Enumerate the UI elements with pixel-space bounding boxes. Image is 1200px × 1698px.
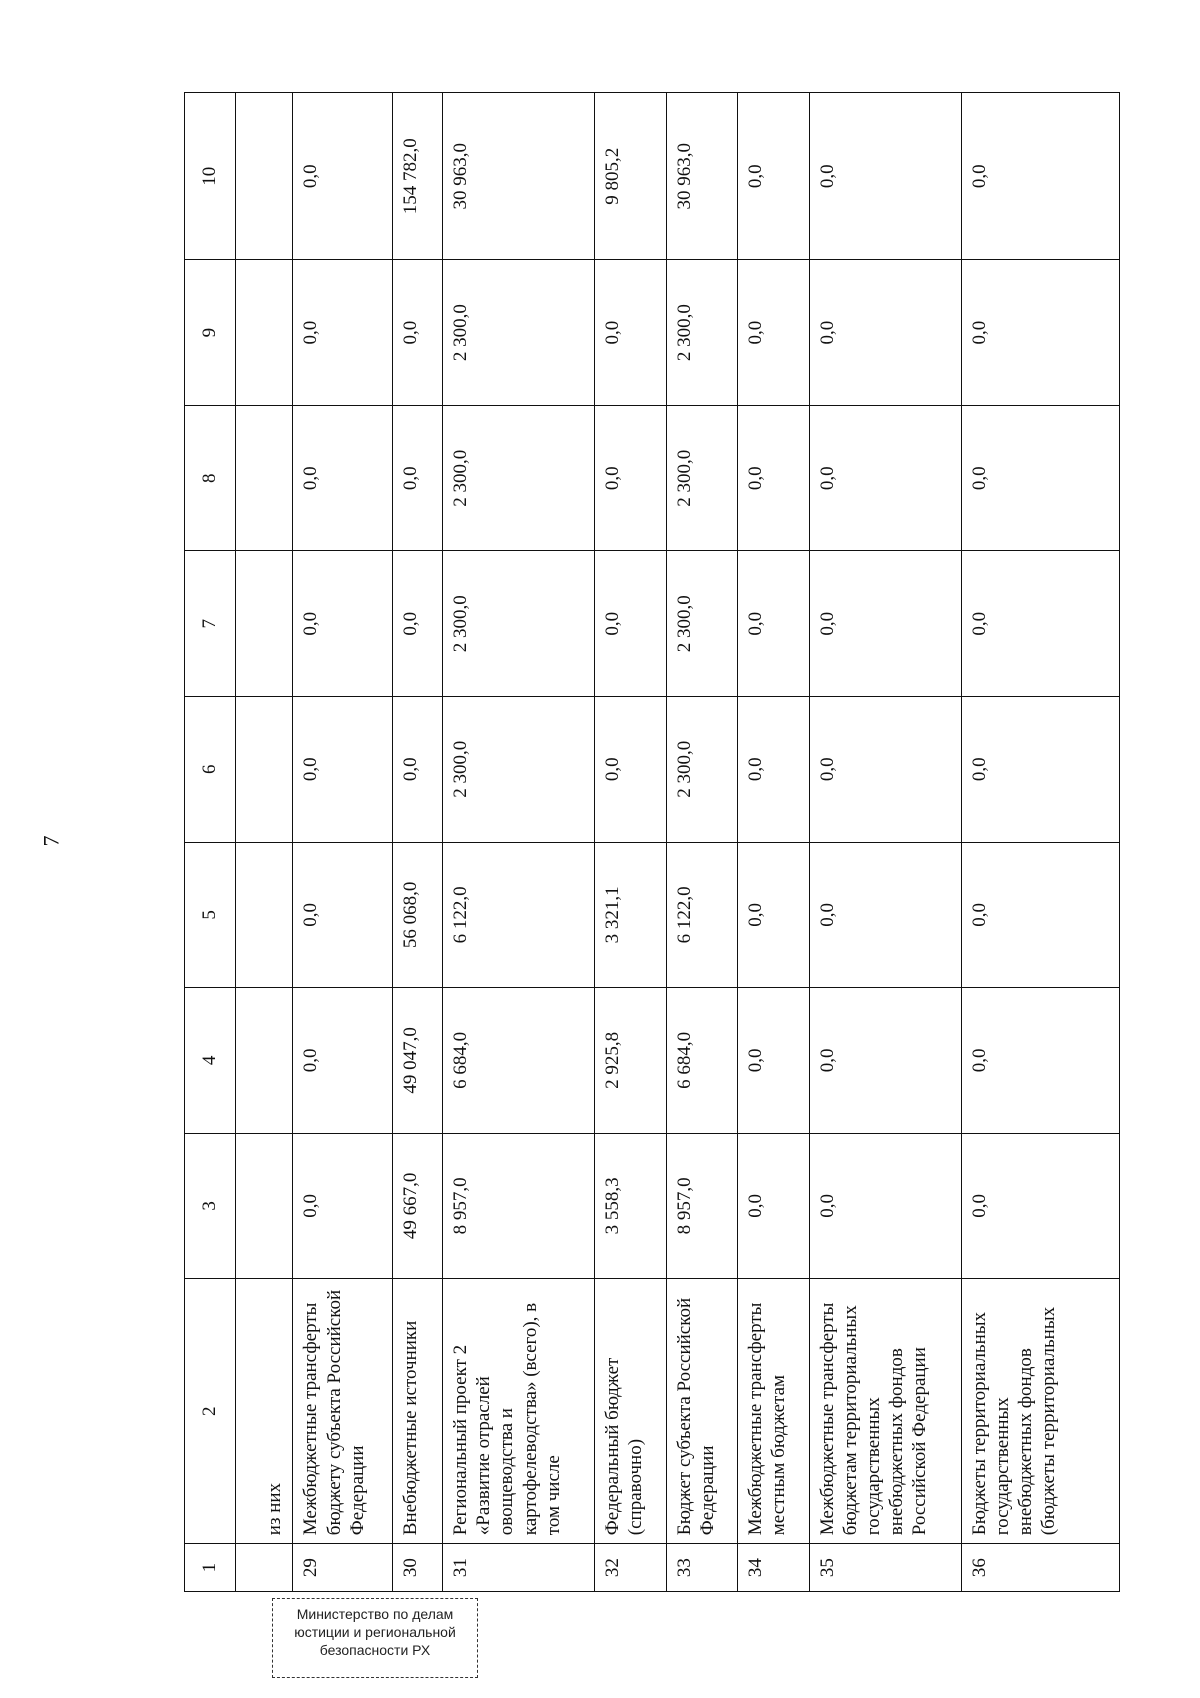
column-header: 5 bbox=[185, 842, 236, 988]
value-cell: 6 122,0 bbox=[666, 842, 738, 988]
budget-table-container bbox=[184, 92, 1120, 1592]
value-cell: 0,0 bbox=[961, 260, 1119, 406]
table-row bbox=[666, 93, 738, 1592]
value-cell: 0,0 bbox=[961, 551, 1119, 697]
value-cell: 0,0 bbox=[961, 405, 1119, 551]
subheader-label: из них bbox=[235, 1279, 292, 1544]
table-subheader-row bbox=[235, 93, 292, 1592]
row-name: Межбюджетные трансферты бюджетам территориальных государственных внебюджетных фондов Российской Федерации bbox=[809, 1279, 961, 1544]
value-cell: 0,0 bbox=[961, 842, 1119, 988]
value-cell: 0,0 bbox=[738, 842, 810, 988]
value-cell: 2 300,0 bbox=[666, 551, 738, 697]
row-number: 29 bbox=[293, 1544, 393, 1592]
value-cell: 2 925,8 bbox=[594, 988, 666, 1134]
value-cell: 49 047,0 bbox=[393, 988, 443, 1134]
value-cell: 0,0 bbox=[738, 405, 810, 551]
value-cell: 0,0 bbox=[961, 988, 1119, 1134]
value-cell: 2 300,0 bbox=[666, 405, 738, 551]
value-cell: 0,0 bbox=[961, 93, 1119, 260]
empty-cell bbox=[235, 1133, 292, 1279]
table-row bbox=[293, 93, 393, 1592]
value-cell: 0,0 bbox=[594, 260, 666, 406]
value-cell: 0,0 bbox=[293, 260, 393, 406]
stamp-line: Министерство по делам bbox=[296, 1606, 454, 1622]
value-cell: 0,0 bbox=[809, 1133, 961, 1279]
empty-cell bbox=[235, 551, 292, 697]
value-cell: 56 068,0 bbox=[393, 842, 443, 988]
value-cell: 8 957,0 bbox=[666, 1133, 738, 1279]
column-header: 6 bbox=[185, 697, 236, 843]
value-cell: 0,0 bbox=[594, 405, 666, 551]
stamp-line: юстиции и региональной bbox=[294, 1624, 456, 1641]
table-row bbox=[443, 93, 595, 1592]
empty-cell bbox=[235, 1544, 292, 1592]
row-number: 34 bbox=[738, 1544, 810, 1592]
value-cell: 6 684,0 bbox=[666, 988, 738, 1134]
empty-cell bbox=[235, 697, 292, 843]
row-number: 32 bbox=[594, 1544, 666, 1592]
value-cell: 0,0 bbox=[809, 842, 961, 988]
value-cell: 2 300,0 bbox=[443, 697, 595, 843]
column-header: 8 bbox=[185, 405, 236, 551]
value-cell: 0,0 bbox=[293, 551, 393, 697]
value-cell: 0,0 bbox=[809, 93, 961, 260]
value-cell: 2 300,0 bbox=[443, 405, 595, 551]
empty-cell bbox=[235, 93, 292, 260]
column-header: 2 bbox=[185, 1279, 236, 1544]
value-cell: 0,0 bbox=[594, 697, 666, 843]
row-number: 33 bbox=[666, 1544, 738, 1592]
value-cell: 0,0 bbox=[293, 1133, 393, 1279]
value-cell: 30 963,0 bbox=[443, 93, 595, 260]
column-header: 10 bbox=[185, 93, 236, 260]
value-cell: 0,0 bbox=[809, 551, 961, 697]
column-header: 1 bbox=[185, 1544, 236, 1592]
column-header: 7 bbox=[185, 551, 236, 697]
row-name: Межбюджетные трансферты местным бюджетам bbox=[738, 1279, 810, 1544]
row-number: 30 bbox=[393, 1544, 443, 1592]
value-cell: 0,0 bbox=[961, 1133, 1119, 1279]
row-name: Региональный проект 2 «Развитие отраслей овощеводства и картофелеводства» (всего), в том числе bbox=[443, 1279, 595, 1544]
value-cell: 0,0 bbox=[393, 697, 443, 843]
value-cell: 8 957,0 bbox=[443, 1133, 595, 1279]
empty-cell bbox=[235, 988, 292, 1134]
value-cell: 0,0 bbox=[738, 93, 810, 260]
value-cell: 2 300,0 bbox=[666, 697, 738, 843]
budget-table bbox=[184, 92, 1120, 1592]
value-cell: 0,0 bbox=[809, 405, 961, 551]
table-row bbox=[738, 93, 810, 1592]
value-cell: 0,0 bbox=[738, 551, 810, 697]
row-name: Бюджет субъекта Российской Федерации bbox=[666, 1279, 738, 1544]
table-header-row bbox=[185, 93, 236, 1592]
value-cell: 0,0 bbox=[809, 697, 961, 843]
column-header: 3 bbox=[185, 1133, 236, 1279]
value-cell: 0,0 bbox=[738, 697, 810, 843]
table-row bbox=[393, 93, 443, 1592]
value-cell: 0,0 bbox=[594, 551, 666, 697]
row-name: Бюджеты территориальных государственных внебюджетных фондов (бюджеты территориальных bbox=[961, 1279, 1119, 1544]
value-cell: 0,0 bbox=[738, 988, 810, 1134]
table-row bbox=[961, 93, 1119, 1592]
row-number: 36 bbox=[961, 1544, 1119, 1592]
stamp-line: безопасности РХ bbox=[319, 1642, 431, 1659]
value-cell: 0,0 bbox=[393, 260, 443, 406]
value-cell: 6 122,0 bbox=[443, 842, 595, 988]
column-header: 4 bbox=[185, 988, 236, 1134]
value-cell: 9 805,2 bbox=[594, 93, 666, 260]
value-cell: 2 300,0 bbox=[443, 551, 595, 697]
table-row bbox=[594, 93, 666, 1592]
value-cell: 0,0 bbox=[809, 988, 961, 1134]
row-name: Внебюджетные источники bbox=[393, 1279, 443, 1544]
ministry-stamp bbox=[272, 1598, 478, 1678]
value-cell: 0,0 bbox=[293, 842, 393, 988]
value-cell: 3 321,1 bbox=[594, 842, 666, 988]
empty-cell bbox=[235, 842, 292, 988]
value-cell: 0,0 bbox=[809, 260, 961, 406]
value-cell: 0,0 bbox=[293, 405, 393, 551]
row-number: 31 bbox=[443, 1544, 595, 1592]
value-cell: 2 300,0 bbox=[666, 260, 738, 406]
value-cell: 0,0 bbox=[961, 697, 1119, 843]
page-number: 7 bbox=[38, 835, 64, 847]
row-number: 35 bbox=[809, 1544, 961, 1592]
value-cell: 0,0 bbox=[738, 1133, 810, 1279]
value-cell: 154 782,0 bbox=[393, 93, 443, 260]
value-cell: 0,0 bbox=[738, 260, 810, 406]
row-name: Федеральный бюджет (справочно) bbox=[594, 1279, 666, 1544]
value-cell: 6 684,0 bbox=[443, 988, 595, 1134]
value-cell: 0,0 bbox=[293, 697, 393, 843]
value-cell: 0,0 bbox=[293, 988, 393, 1134]
value-cell: 2 300,0 bbox=[443, 260, 595, 406]
value-cell: 3 558,3 bbox=[594, 1133, 666, 1279]
column-header: 9 bbox=[185, 260, 236, 406]
value-cell: 30 963,0 bbox=[666, 93, 738, 260]
value-cell: 0,0 bbox=[393, 405, 443, 551]
empty-cell bbox=[235, 405, 292, 551]
value-cell: 0,0 bbox=[393, 551, 443, 697]
row-name: Межбюджетные трансферты бюджету субъекта Российской Федерации bbox=[293, 1279, 393, 1544]
value-cell: 49 667,0 bbox=[393, 1133, 443, 1279]
value-cell: 0,0 bbox=[293, 93, 393, 260]
empty-cell bbox=[235, 260, 292, 406]
table-row bbox=[809, 93, 961, 1592]
